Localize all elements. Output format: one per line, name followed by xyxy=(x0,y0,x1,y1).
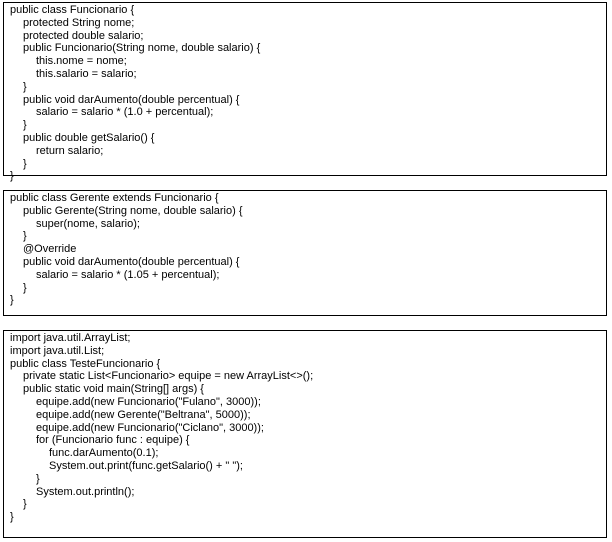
code-line: } xyxy=(10,511,14,524)
code-listing xyxy=(10,332,602,524)
code-line: } xyxy=(23,498,27,511)
code-line: System.out.println(); xyxy=(36,485,135,498)
code-line: System.out.print(func.getSalario() + " "); xyxy=(49,459,243,472)
code-line: public static void main(String[] args) { xyxy=(23,383,204,396)
code-line: public Funcionario(String nome, double salario) { xyxy=(23,42,261,55)
code-line: equipe.add(new Funcionario("Ciclano", 3000)); xyxy=(36,421,264,434)
code-line: salario = salario * (1.0 + percentual); xyxy=(36,106,214,119)
code-line: func.darAumento(0.1); xyxy=(49,447,159,460)
code-line: for (Funcionario func : equipe) { xyxy=(36,434,190,447)
code-line: import java.util.List; xyxy=(10,344,105,357)
code-block-teste-funcionario xyxy=(3,330,607,538)
code-line: public Gerente(String nome, double salario) { xyxy=(23,204,243,217)
code-line: public class TesteFuncionario { xyxy=(10,357,161,370)
code-line: public void darAumento(double percentual) { xyxy=(23,255,240,268)
code-line: } xyxy=(10,294,14,307)
code-line: public double getSalario() { xyxy=(23,131,155,144)
code-line: } xyxy=(10,170,14,183)
code-line: } xyxy=(23,157,27,170)
code-line: } xyxy=(23,281,27,294)
code-block-funcionario xyxy=(3,2,607,183)
code-block-gerente xyxy=(3,190,607,316)
code-listing xyxy=(10,192,602,307)
code-line: equipe.add(new Funcionario("Fulano", 3000)); xyxy=(36,395,261,408)
code-line: } xyxy=(36,472,40,485)
code-listing xyxy=(10,4,602,183)
code-line: super(nome, salario); xyxy=(36,217,140,230)
code-line: public class Funcionario { xyxy=(10,4,135,16)
code-line: } xyxy=(23,119,27,132)
code-line: } xyxy=(23,80,27,93)
code-line: salario = salario * (1.05 + percentual); xyxy=(36,268,220,281)
code-line: equipe.add(new Gerente("Beltrana", 5000)); xyxy=(36,408,251,421)
code-line: protected double salario; xyxy=(23,29,144,42)
code-line: @Override xyxy=(23,243,77,256)
code-line: } xyxy=(23,230,27,243)
code-line: public class Gerente extends Funcionario { xyxy=(10,192,219,204)
code-line: public void darAumento(double percentual) { xyxy=(23,93,240,106)
code-line: import java.util.ArrayList; xyxy=(10,332,131,344)
code-line: private static List<Funcionario> equipe = new ArrayList<>(); xyxy=(23,370,314,383)
code-line: this.salario = salario; xyxy=(36,67,137,80)
code-line: return salario; xyxy=(36,144,104,157)
code-line: protected String nome; xyxy=(23,16,135,29)
code-line: this.nome = nome; xyxy=(36,55,127,68)
